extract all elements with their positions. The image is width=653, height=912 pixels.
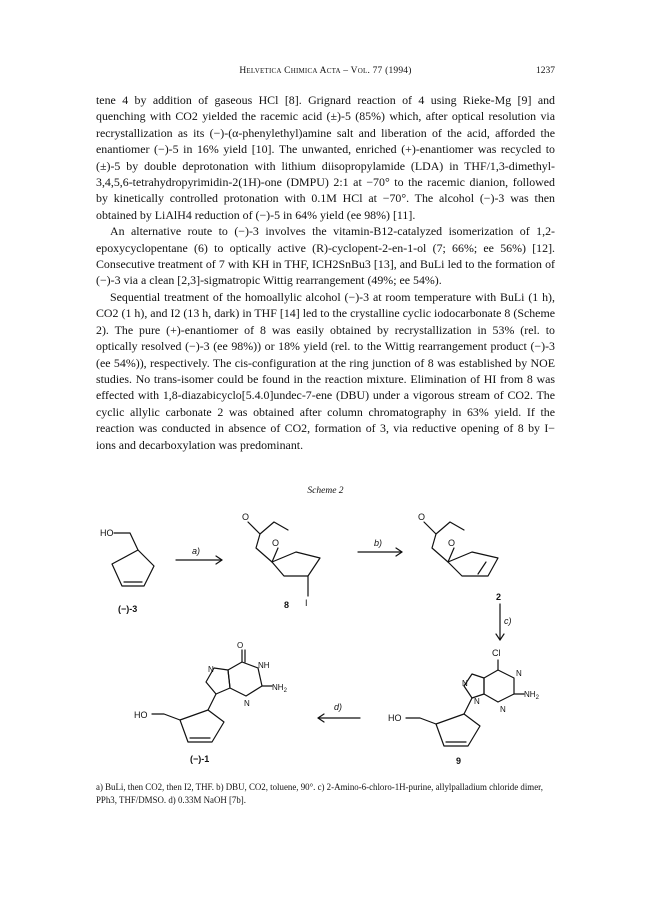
o-label-2b: O — [448, 538, 456, 548]
paragraph-2: An alternative route to (−)-3 involves the vitamin-B12-catalyzed isomerization of 1,2-epoxycyclopentane (6) to optically active (R)-cyclopent-2-en-1-ol (7; 66%; ee 56%) [12]. Consecutive treatment of 7 with KH in THF, ICH2SnBu3 [13], and BuLi led to the formation of (−)-3 via a clean [2,3]-sigmatropic Wittig rearrangement (49%; ee 54%). — [96, 224, 555, 288]
arrow-a — [176, 546, 222, 564]
n-label-9c: N — [474, 697, 480, 706]
cl-label-9: Cl — [492, 648, 501, 658]
nh2-label-9: $NH_2$ — [524, 690, 539, 701]
compound-label-1: (−)-1 — [190, 754, 210, 764]
compound-9-structure — [388, 648, 540, 766]
arrow-d — [318, 702, 360, 722]
o-label-1: O — [237, 641, 244, 650]
scheme-caption: a) BuLi, then CO2, then I2, THF. b) DBU, CO2, toluene, 90°. c) 2-Amino-6-chloro-1H-purine, allylpalladium chloride dimer, PPh3, THF/DMSO. d) 0.33M NaOH [7b]. — [96, 782, 543, 805]
arrow-label-c: c) — [504, 616, 512, 626]
arrow-c — [496, 604, 512, 640]
o-label-8b: O — [272, 538, 280, 548]
journal-title: Helvetica Chimica Acta – Vol. 77 (1994) — [239, 66, 412, 76]
page-number: 1237 — [536, 66, 555, 76]
compound-1-structure — [134, 641, 288, 764]
arrow-label-a: a) — [192, 546, 201, 556]
running-header — [96, 66, 555, 80]
compound-2-structure — [418, 512, 501, 602]
compound-8-structure — [242, 512, 320, 610]
n-label-9a: N — [516, 669, 522, 678]
ho-label-3: HO — [100, 528, 114, 538]
arrow-label-b: b) — [374, 538, 383, 548]
o-label-8a: O — [242, 512, 250, 522]
scheme-2-diagram — [96, 500, 555, 770]
nh2-label-1: $NH_2$ — [272, 683, 287, 694]
arrow-b — [358, 538, 402, 556]
n-label-1a: N — [208, 665, 214, 674]
ho-label-1: HO — [134, 710, 148, 720]
n-label-9b: N — [462, 679, 468, 688]
i-label-8: I — [305, 598, 308, 608]
arrow-label-d: d) — [334, 702, 343, 712]
n-label-9d: N — [500, 705, 506, 714]
compound-label-9: 9 — [456, 756, 462, 766]
compound-label-8: 8 — [284, 600, 290, 610]
compound-3-structure — [100, 528, 154, 614]
scheme-title: Scheme 2 — [307, 486, 344, 496]
compound-label-2: 2 — [496, 592, 502, 602]
body-text — [96, 92, 555, 453]
ho-label-9: HO — [388, 713, 402, 723]
n-label-1b: N — [244, 699, 250, 708]
compound-label-3: (−)-3 — [118, 604, 138, 614]
paragraph-1: tene 4 by addition of gaseous HCl [8]. Grignard reaction of 4 using Rieke-Mg [9] and quenching with CO2 yielded the racemic acid (±)-5 (85%) which, after optical resolution via recrystallization as its (−)-(α-phenylethyl)amine salt and liberation of the acid, afforded the enantiomer (−)-5 in 16% yield [10]. The unwanted, enriched (+)-enantiomer was recycled to (±)-5 by double deprotonation with lithium diisopropylamide (LDA) in THF/1,3-dimethyl-3,4,5,6-tetrahydropyrimidin-2(1H)-one (DMPU) 2:1 at −70° to the racemic dianion, followed by kinetically controlled protonation with 0.1M HCl at −70°. The alcohol (−)-3 was then obtained by LiAlH4 reduction of (−)-5 in 64% yield (ee 98%) [11]. — [96, 93, 555, 222]
paragraph-3: Sequential treatment of the homoallylic alcohol (−)-3 at room temperature with BuLi (1 h), CO2 (1 h), and I2 (13 h, dark) in THF [14] led to the crystalline cyclic iodocarbonate 8 (Scheme 2). The pure (+)-enantiomer of 8 was easily obtained by recrystallization in 53% (rel. to optically resolved (−)-3 (ee 98%)) or 18% yield (rel. to the Wittig rearrangement product (−)-3 (ee 54%)), respectively. The cis-configuration at the ring junction of 8 was established by NOE studies. No trans-isomer could be found in the reaction mixture. Elimination of HI from 8 was effected with 1,8-diazabicyclo[5.4.0]undec-7-ene (DBU) under a vigorous stream of CO2. The cyclic allylic carbonate 2 was obtained after column chromatography in 63% yield. If the reaction was conducted in absence of CO2, formation of 3, via reductive opening of 8 by I− ions and decarboxylation was predominant. — [96, 289, 555, 452]
o-label-2a: O — [418, 512, 426, 522]
nh-label-1: NH — [258, 661, 270, 670]
